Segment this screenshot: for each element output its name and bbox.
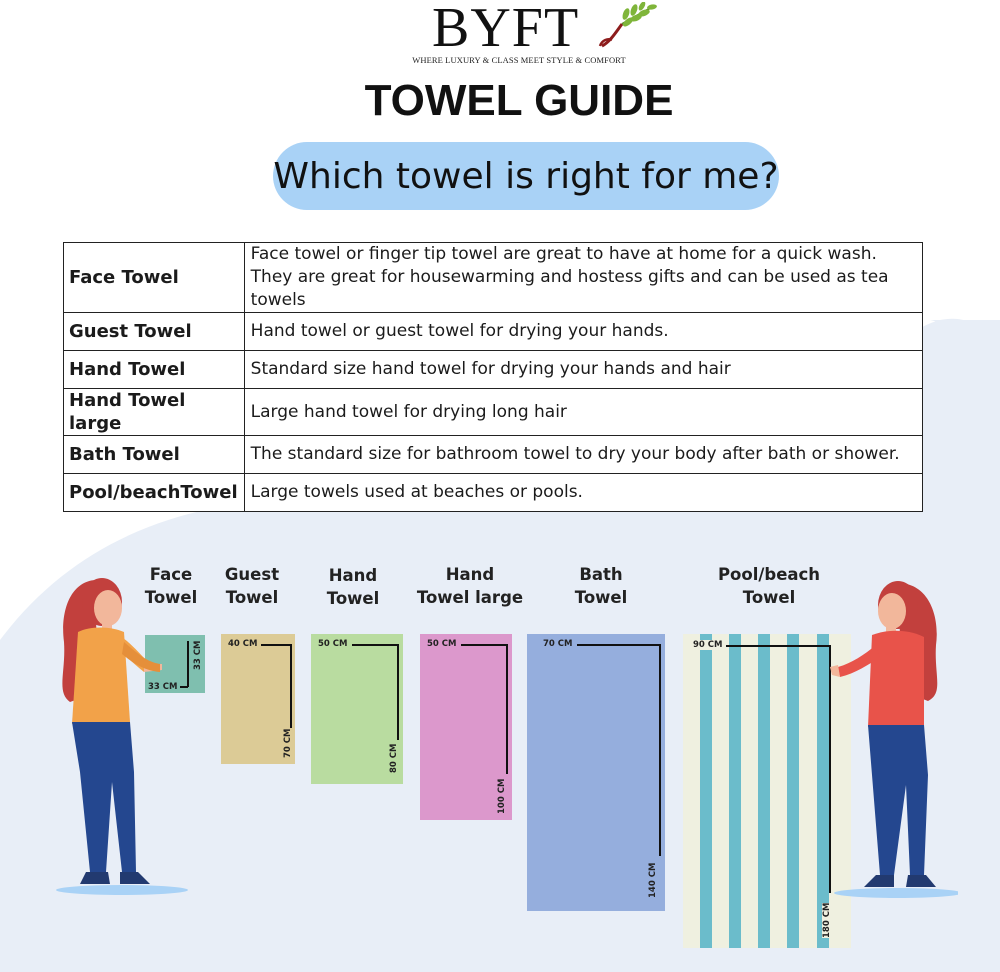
guest-towel-label	[214, 563, 290, 609]
towel-name-cell: Bath Towel	[64, 436, 245, 474]
guest-towel-length: 70 CM	[283, 728, 293, 758]
towel-name-cell: Face Towel	[64, 243, 245, 313]
hand-towel-length: 80 CM	[389, 743, 399, 773]
towel-description-cell: Hand towel or guest towel for drying your hands.	[244, 313, 922, 351]
guest-towel-width: 40 CM	[228, 639, 258, 649]
table-row	[64, 389, 923, 436]
towel-description-cell: Large towels used at beaches or pools.	[244, 474, 922, 512]
label-line: Towel large	[416, 588, 524, 607]
table-row	[64, 474, 923, 512]
bath-towel-length: 140 CM	[648, 862, 658, 898]
woman-illustration-left	[50, 572, 195, 897]
face-towel-width: 33 CM	[148, 682, 178, 692]
towel-name-cell: Hand Towel large	[64, 389, 245, 436]
woman-illustration-right	[828, 575, 958, 900]
label-line: Towel	[144, 588, 198, 607]
hand-towel-label	[312, 564, 394, 610]
towel-guide-table	[63, 242, 923, 512]
towel-description-cell	[244, 243, 922, 313]
table-row	[64, 243, 923, 313]
pool-beach-towel-length: 180 CM	[822, 902, 832, 938]
brand-tagline: WHERE LUXURY & CLASS MEET STYLE & COMFORT	[412, 55, 626, 65]
dimension-line	[659, 644, 661, 856]
hand-towel-large-length: 100 CM	[497, 778, 507, 814]
label-line: Towel	[742, 588, 796, 607]
label-line: Towel	[326, 589, 380, 608]
towel-name-cell: Guest Towel	[64, 313, 245, 351]
dimension-line	[726, 645, 830, 647]
table-row	[64, 436, 923, 474]
label-line: Hand	[445, 565, 495, 584]
hand-towel-large-width: 50 CM	[427, 639, 457, 649]
label-line: Hand	[328, 566, 378, 585]
label-line: Bath	[579, 565, 623, 584]
label-line: Towel	[225, 588, 279, 607]
bath-towel-swatch	[527, 634, 665, 911]
face-towel-length: 33 CM	[193, 640, 203, 670]
table-row	[64, 351, 923, 389]
label-line: Pool/beach	[717, 565, 821, 584]
label-line: Guest	[224, 565, 280, 584]
description-line: Face towel or finger tip towel are great to have at home for a quick wash.	[250, 244, 877, 264]
label-line: Face	[149, 565, 193, 584]
towel-description-cell: Standard size hand towel for drying your hands and hair	[244, 351, 922, 389]
table-row	[64, 313, 923, 351]
pool-beach-towel-swatch	[683, 634, 851, 948]
towel-name-cell: Pool/beachTowel	[64, 474, 245, 512]
dimension-line	[352, 644, 398, 646]
hand-towel-width: 50 CM	[318, 639, 348, 649]
description-line: They are great for housewarming and hostess gifts and can be used as tea towels	[250, 267, 889, 310]
label-line: Towel	[574, 588, 628, 607]
brand-logo-text: BYFT	[432, 0, 580, 59]
towel-name-cell: Hand Towel	[64, 351, 245, 389]
towel-description-cell: The standard size for bathroom towel to dry your body after bath or shower.	[244, 436, 922, 474]
dimension-line	[577, 644, 660, 646]
question-text: Which towel is right for me?	[273, 155, 779, 197]
dimension-line	[261, 644, 291, 646]
dimension-line	[506, 644, 508, 774]
pool-beach-towel-label	[704, 563, 834, 609]
page-title: TOWEL GUIDE	[364, 76, 674, 125]
dimension-line	[461, 644, 507, 646]
question-banner	[273, 142, 779, 210]
bath-towel-width: 70 CM	[543, 639, 573, 649]
leaf-logo-icon	[596, 2, 658, 48]
towel-description-cell: Large hand towel for drying long hair	[244, 389, 922, 436]
hand-towel-large-label	[412, 563, 528, 609]
dimension-line	[290, 644, 292, 728]
dimension-line	[397, 644, 399, 740]
pool-beach-towel-width: 90 CM	[693, 640, 723, 650]
bath-towel-label	[556, 563, 646, 609]
